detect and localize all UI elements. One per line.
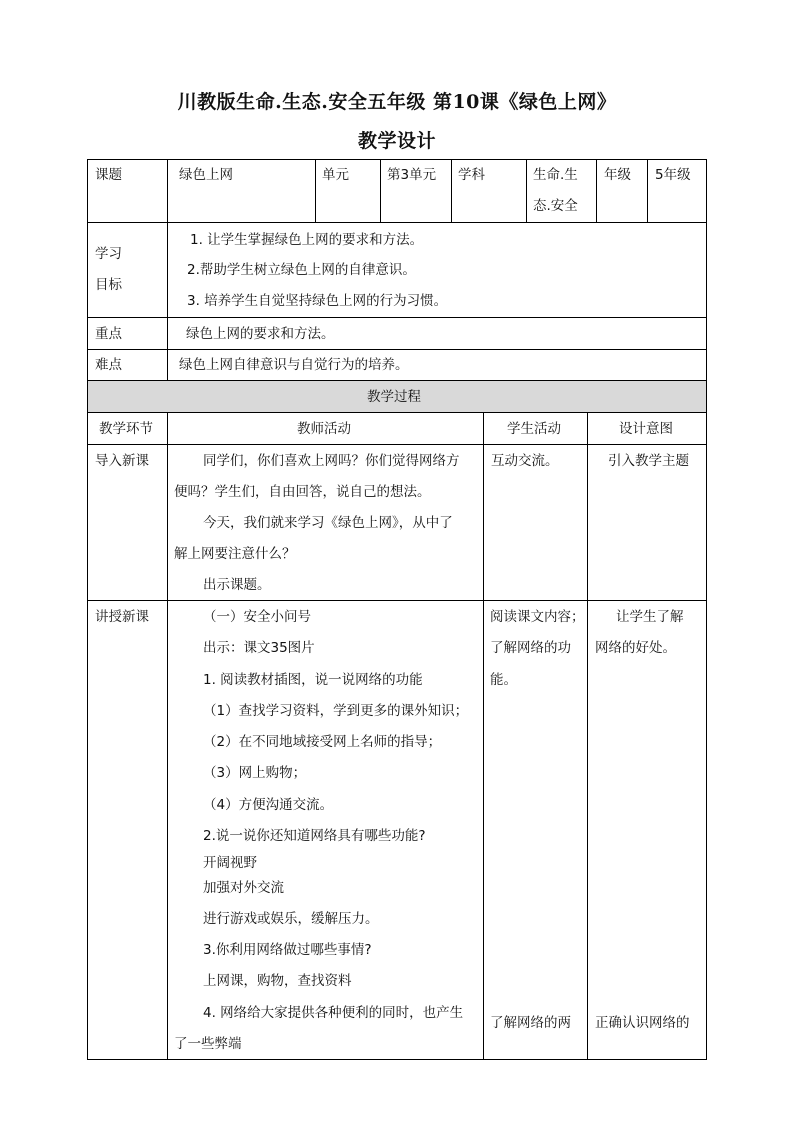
column-header-teacher: 教师活动 (297, 421, 351, 437)
cell (87, 600, 168, 1060)
subject-value-line1: 生命.生 (533, 167, 578, 183)
unit-value: 第3单元 (387, 167, 437, 183)
intent-line: 让学生了解 (616, 609, 684, 625)
teacher-line: （3）网上购物； (203, 765, 307, 781)
process-header: 教学过程 (367, 389, 421, 405)
intent-line: 引入教学主题 (608, 453, 689, 469)
student-line: 阅读课文内容； (490, 609, 585, 625)
grade-label: 年级 (604, 167, 631, 183)
teacher-line: 出示课题。 (203, 577, 271, 593)
intent-line: 正确认识网络的 (595, 1015, 690, 1031)
teacher-line: 解上网要注意什么？ (174, 546, 296, 562)
student-line: 互动交流。 (491, 453, 559, 469)
teacher-line: 同学们，你们喜欢上网吗？你们觉得网络方 (203, 453, 460, 469)
key-point-label: 重点 (95, 326, 122, 342)
intent-line: 网络的好处。 (595, 640, 676, 656)
subject-label: 学科 (458, 167, 485, 183)
teacher-line: 开阔视野 (203, 855, 257, 871)
teacher-line: 3.你利用网络做过哪些事情? (203, 942, 372, 958)
stage-label: 导入新课 (95, 453, 149, 469)
document-title: 川教版生命.生态.安全五年级 第10课《绿色上网》 (177, 91, 617, 113)
teacher-line: （一）安全小问号 (203, 609, 311, 625)
teacher-line: 今天，我们就来学习《绿色上网》，从中了 (203, 515, 453, 531)
teacher-line: 1. 阅读教材插图，说一说网络的功能 (203, 672, 423, 688)
subject-value-line2: 态.安全 (533, 198, 578, 214)
teacher-line: 加强对外交流 (203, 880, 284, 896)
teacher-line: 了一些弊端 (174, 1036, 242, 1052)
teacher-line: 进行游戏或娱乐，缓解压力。 (203, 911, 379, 927)
teacher-line: 2.说一说你还知道网络具有哪些功能? (203, 828, 426, 844)
cell (587, 600, 707, 1060)
teacher-line: 出示：课文35图片 (203, 640, 315, 656)
difficulty-label: 难点 (95, 357, 122, 373)
key-point-text: 绿色上网的要求和方法。 (186, 326, 335, 342)
student-line: 了解网络的功 (490, 640, 571, 656)
topic-value: 绿色上网 (179, 167, 233, 183)
goals-label-line2: 目标 (95, 277, 122, 293)
teacher-line: （2）在不同地域接受网上名师的指导； (203, 734, 442, 750)
difficulty-text: 绿色上网自律意识与自觉行为的培养。 (179, 357, 409, 373)
topic-label: 课题 (95, 167, 122, 183)
document-subtitle: 教学设计 (357, 130, 436, 152)
stage-label: 讲授新课 (95, 609, 149, 625)
goals-label-line1: 学习 (95, 246, 122, 262)
goal-item: 1. 让学生掌握绿色上网的要求和方法。 (190, 232, 424, 248)
cell (87, 222, 168, 318)
cell (483, 600, 588, 1060)
teacher-line: 上网课，购物，查找资料 (203, 973, 352, 989)
teacher-line: （1）查找学习资料，学到更多的课外知识； (203, 703, 469, 719)
teacher-line: （4）方便沟通交流。 (203, 797, 334, 813)
grade-value: 5年级 (655, 167, 691, 183)
column-header-student: 学生活动 (507, 421, 561, 437)
goal-item: 3. 培养学生自觉坚持绿色上网的行为习惯。 (187, 293, 448, 309)
goal-item: 2.帮助学生树立绿色上网的自律意识。 (187, 262, 416, 278)
column-header-intent: 设计意图 (619, 421, 673, 437)
column-header-stage: 教学环节 (99, 421, 153, 437)
teacher-line: 便吗？学生们，自由回答，说自己的想法。 (174, 484, 431, 500)
teacher-line: 4. 网络给大家提供各种便利的同时，也产生 (203, 1005, 464, 1021)
student-line: 能。 (490, 672, 517, 688)
student-line: 了解网络的两 (490, 1015, 571, 1031)
unit-label: 单元 (322, 167, 349, 183)
